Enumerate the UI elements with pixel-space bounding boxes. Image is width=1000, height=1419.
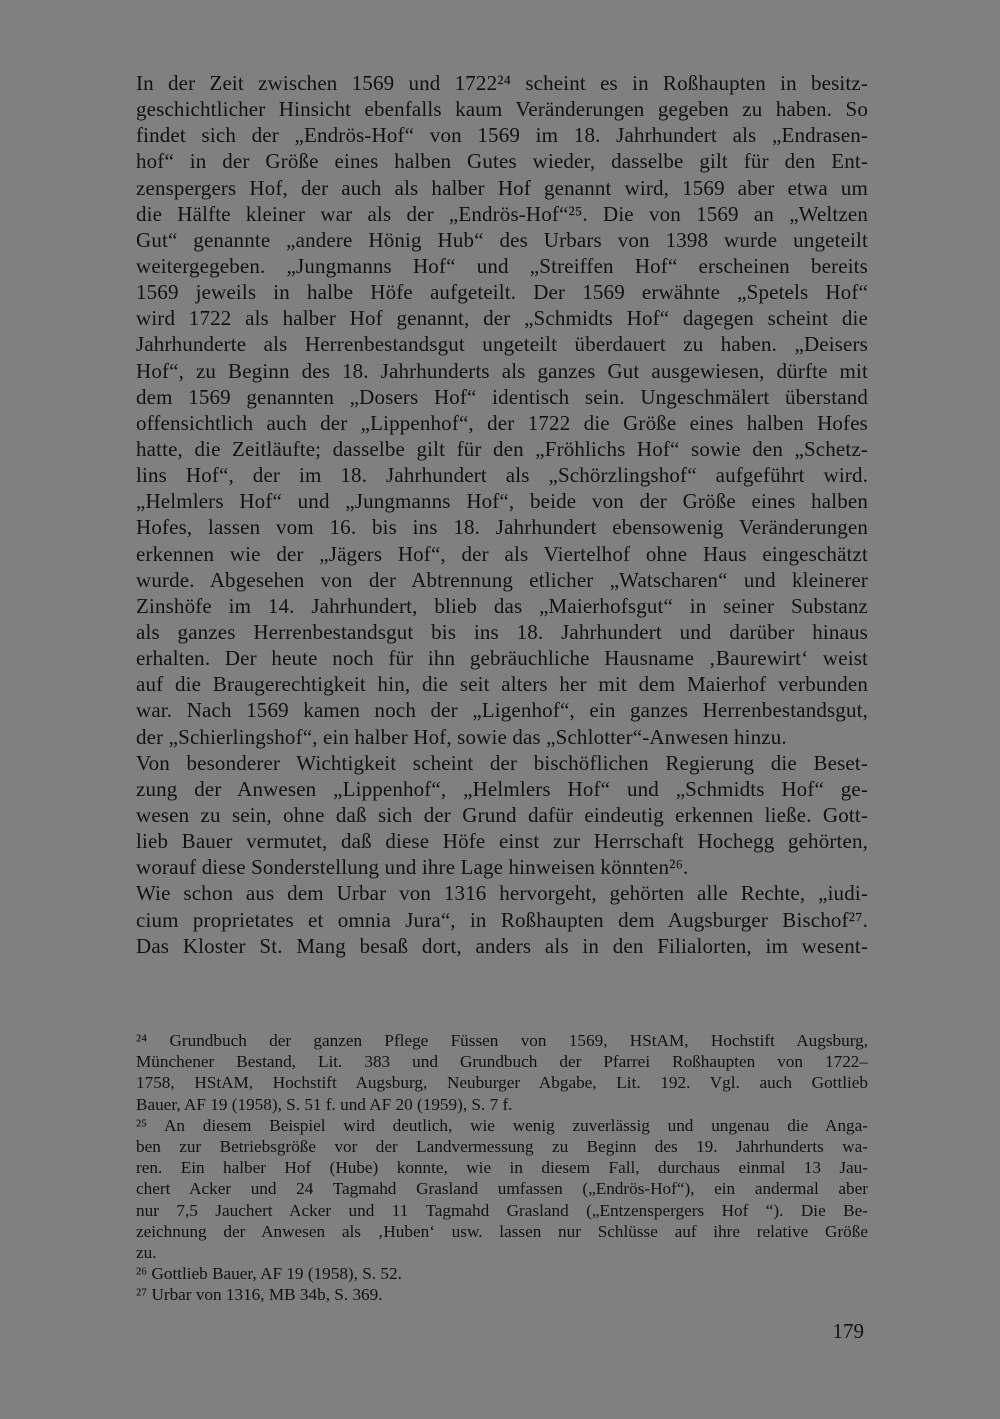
body-line: hatte, die Zeitläufte; dasselbe gilt für den „Fröhlichs Hof“ sowie den „Schetz- (136, 436, 868, 461)
body-line: cium proprietates et omnia Jura“, in Roßhaupten dem Augsburger Bischof²⁷. (136, 907, 868, 932)
body-line: geschichtlicher Hinsicht ebenfalls kaum Veränderungen gegeben zu haben. So (136, 97, 868, 122)
footnote-line: zeichnung der Anwesen als ‚Huben‘ usw. lassen nur Schlüsse auf ihre relative Größe (136, 1221, 868, 1241)
body-text (136, 70, 868, 959)
body-line: worauf diese Sonderstellung und ihre Lage hinweisen könnten²⁶. (136, 855, 689, 880)
body-line: erkennen wie der „Jägers Hof“, der als Viertelhof ohne Haus eingeschätzt (136, 541, 868, 566)
body-line: Das Kloster St. Mang besaß dort, anders als in den Filialorten, im wesent- (136, 933, 868, 958)
body-line: „Helmlers Hof“ und „Jungmanns Hof“, beide von der Größe eines halben (136, 489, 868, 514)
footnote-line: Bauer, AF 19 (1958), S. 51 f. und AF 20 (1959), S. 7 f. (136, 1094, 513, 1114)
body-line: Von besonderer Wichtigkeit scheint der bischöflichen Regierung die Beset- (136, 750, 868, 775)
body-line: wurde. Abgesehen von der Abtrennung etlicher „Watscharen“ und kleinerer (136, 567, 868, 592)
body-line: war. Nach 1569 kamen noch der „Ligenhof“, ein ganzes Herrenbestandsgut, (136, 698, 868, 723)
body-line: wird 1722 als halber Hof genannt, der „Schmidts Hof“ dagegen scheint die (136, 306, 868, 331)
body-line: erhalten. Der heute noch für ihn gebräuchliche Hausname ‚Baurewirt‘ weist (136, 646, 868, 671)
body-line: auf die Braugerechtigkeit hin, die seit alters her mit dem Maierhof verbunden (136, 672, 868, 697)
body-line: Zinshöfe im 14. Jahrhundert, blieb das „Maierhofsgut“ in seiner Substanz (136, 593, 868, 618)
footnote-line: ren. Ein halber Hof (Hube) konnte, wie in diesem Fall, durchaus einmal 13 Jau- (136, 1158, 868, 1178)
body-line: zung der Anwesen „Lippenhof“, „Helmlers Hof“ und „Schmidts Hof“ ge- (136, 776, 868, 801)
footnote-line: ²⁶ Gottlieb Bauer, AF 19 (1958), S. 52. (136, 1264, 402, 1284)
body-line: die Hälfte kleiner war als der „Endrös-Hof“²⁵. Die von 1569 an „Weltzen (136, 201, 868, 226)
body-line: 1569 jeweils in halbe Höfe aufgeteilt. Der 1569 erwähnte „Spetels Hof“ (136, 280, 868, 305)
body-line: lins Hof“, der im 18. Jahrhundert als „Schörzlingshof“ aufgeführt wird. (136, 463, 868, 488)
footnote-line: nur 7,5 Jauchert Acker und 11 Tagmahd Grasland („Entzenspergers Hof “). Die Be- (136, 1200, 868, 1220)
body-line: Hof“, zu Beginn des 18. Jahrhunderts als ganzes Gut ausgewiesen, dürfte mit (136, 358, 868, 383)
footnote-line: 1758, HStAM, Hochstift Augsburg, Neuburger Abgabe, Lit. 192. Vgl. auch Gottlieb (136, 1073, 868, 1093)
page-number: 179 (832, 1319, 864, 1343)
body-line: In der Zeit zwischen 1569 und 1722²⁴ scheint es in Roßhaupten in besitz- (136, 71, 868, 95)
body-line: der „Schierlingshof“, ein halber Hof, sowie das „Schlotter“-Anwesen hinzu. (136, 724, 787, 749)
footnote-line: zu. (136, 1242, 157, 1262)
body-line: Gut“ genannte „andere Hönig Hub“ des Urbars von 1398 wurde ungeteilt (136, 227, 868, 252)
body-line: hof“ in der Größe eines halben Gutes wieder, dasselbe gilt für den Ent- (136, 149, 868, 174)
body-line: lieb Bauer vermutet, daß diese Höfe einst zur Herrschaft Hochegg gehörten, (136, 829, 868, 854)
body-line: offensichtlich auch der „Lippenhof“, der 1722 die Größe eines halben Hofes (136, 410, 868, 435)
footnote-line: ²⁵ An diesem Beispiel wird deutlich, wie wenig zuverlässig und ungenau die Anga- (136, 1115, 868, 1135)
body-line: Jahrhunderte als Herrenbestandsgut ungeteilt überdauert zu haben. „Deisers (136, 332, 868, 357)
footnote-line: chert Acker und 24 Tagmahd Grasland umfassen („Endrös-Hof“), ein andermal aber (136, 1179, 868, 1199)
body-line: dem 1569 genannten „Dosers Hof“ identisch sein. Ungeschmälert überstand (136, 384, 868, 409)
body-line: weitergegeben. „Jungmanns Hof“ und „Streiffen Hof“ erscheinen bereits (136, 253, 868, 278)
footnote-line: Münchener Bestand, Lit. 383 und Grundbuch der Pfarrei Roßhaupten von 1722– (136, 1052, 868, 1072)
body-line: findet sich der „Endrös-Hof“ von 1569 im 18. Jahrhundert als „Endrasen- (136, 123, 868, 148)
body-line: als ganzes Herrenbestandsgut bis ins 18. Jahrhundert und darüber hinaus (136, 619, 868, 644)
footnote-line: ben zur Betriebsgröße vor der Landvermessung zu Beginn des 19. Jahrhunderts wa- (136, 1136, 868, 1156)
footnote-line: ²⁷ Urbar von 1316, MB 34b, S. 369. (136, 1285, 383, 1305)
body-line: wesen zu sein, ohne daß sich der Grund dafür eindeutig erkennen ließe. Gott- (136, 802, 868, 827)
footnote-line: ²⁴ Grundbuch der ganzen Pflege Füssen von 1569, HStAM, Hochstift Augsburg, (136, 1031, 868, 1050)
body-line: Wie schon aus dem Urbar von 1316 hervorgeht, gehörten alle Rechte, „iudi- (136, 881, 868, 906)
body-line: zenspergers Hof, der auch als halber Hof genannt wird, 1569 aber etwa um (136, 175, 868, 200)
footnotes (136, 1030, 868, 1305)
body-line: Hofes, lassen vom 16. bis ins 18. Jahrhundert ebensowenig Veränderungen (136, 515, 868, 540)
